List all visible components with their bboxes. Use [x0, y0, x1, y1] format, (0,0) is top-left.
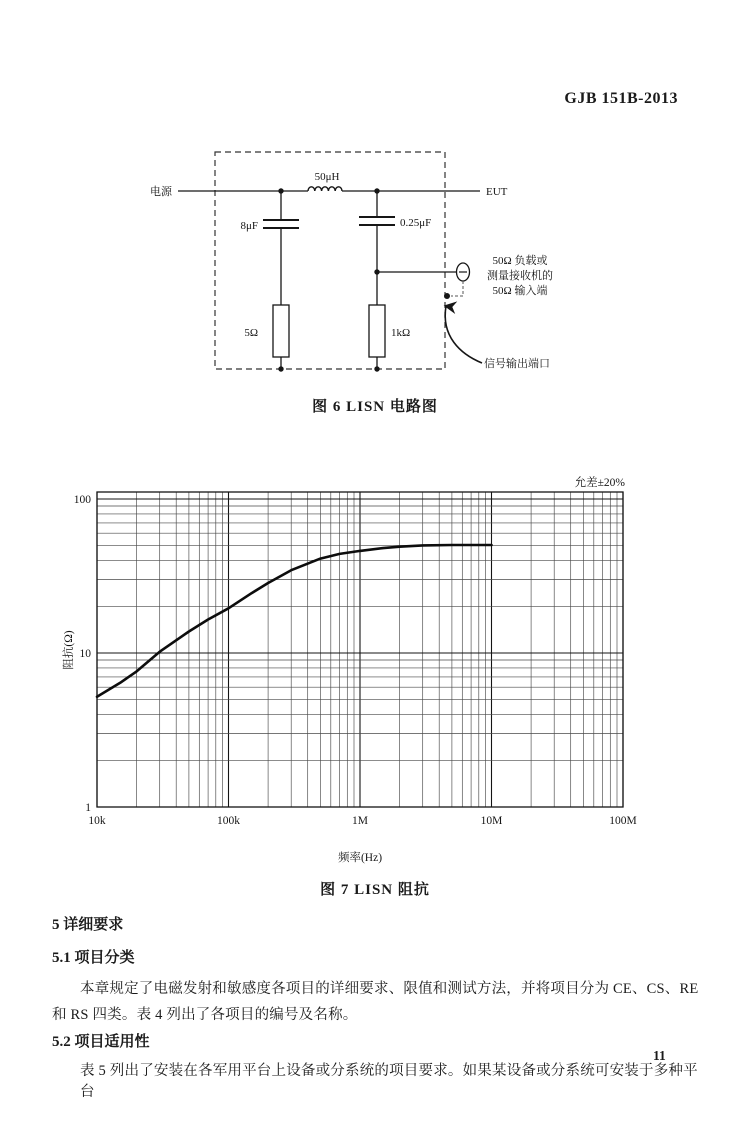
inductor-value-label: 50μH	[314, 171, 340, 183]
figure6-caption: 图 6 LISN 电路图	[312, 399, 438, 415]
figure7-caption: 图 7 LISN 阻抗	[320, 882, 430, 898]
load-annotation-line3: 50Ω 输入端	[492, 285, 548, 297]
lisn-impedance-chart	[60, 460, 700, 870]
resistor-symbol	[369, 305, 385, 357]
resistor-left-value-label: 5Ω	[244, 327, 258, 339]
section-5-heading: 5 详细要求	[52, 917, 124, 933]
x-tick-label: 10M	[480, 815, 503, 827]
lisn-circuit-figure	[130, 140, 570, 400]
x-tick-label: 1M	[352, 815, 368, 827]
x-tick-label: 100k	[217, 815, 240, 827]
tolerance-annotation: 允差±20%	[574, 477, 625, 489]
y-tick-label: 100	[73, 494, 91, 506]
section-5-1-paragraph-line1: 本章规定了电磁发射和敏感度各项目的详细要求、限值和测试方法，并将项目分为 CE、CS、RE	[80, 981, 699, 997]
lisn-circuit-diagram	[130, 140, 570, 400]
load-annotation-line2: 测量接收机的	[487, 270, 553, 282]
signal-port-dot	[444, 293, 450, 299]
standard-number: GJB 151B-2013	[564, 90, 678, 107]
x-axis-title: 频率(Hz)	[337, 852, 383, 864]
y-axis-tick-labels	[74, 494, 92, 814]
page-number: 11	[653, 1048, 666, 1063]
eut-label: EUT	[486, 186, 508, 198]
resistor-symbol	[273, 305, 289, 357]
y-tick-label: 1	[85, 802, 91, 814]
junction-dot	[278, 366, 283, 371]
section-5-2-heading: 5.2 项目适用性	[52, 1034, 150, 1050]
log-log-grid	[97, 492, 623, 807]
dashed-connector-lead	[451, 281, 463, 296]
inductor-coil-symbol	[308, 187, 342, 191]
load-annotation-line1: 50Ω 负载或	[492, 255, 548, 267]
power-source-label: 电源	[150, 186, 172, 198]
capacitor-left-value-label: 8μF	[240, 220, 258, 232]
signal-output-port-label: 信号输出端口	[484, 358, 550, 370]
junction-dot	[374, 366, 379, 371]
resistor-right-value-label: 1kΩ	[391, 327, 411, 339]
x-tick-label: 100M	[609, 815, 637, 827]
section-5-1-paragraph-line2: 和 RS 四类。表 4 列出了各项目的编号及名称。	[52, 1007, 358, 1023]
x-tick-label: 10k	[88, 815, 106, 827]
capacitor-right-value-label: 0.25μF	[400, 217, 432, 229]
section-5-2-paragraph-line1: 表 5 列出了安装在各军用平台上设备或分系统的项目要求。如果某设备或分系统可安装于多种平台	[80, 1063, 698, 1100]
x-axis-tick-labels	[88, 815, 636, 827]
callout-arrow	[445, 306, 482, 363]
y-axis-title: 阻抗(Ω)	[63, 630, 75, 670]
lisn-impedance-figure	[60, 460, 700, 870]
y-tick-label: 10	[79, 648, 91, 660]
section-5-1-heading: 5.1 项目分类	[52, 950, 135, 966]
impedance-curve	[97, 545, 492, 697]
